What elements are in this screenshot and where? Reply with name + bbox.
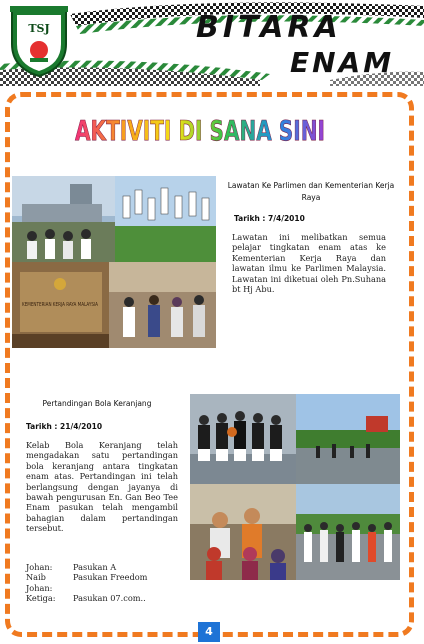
photo-ministry-sign [12, 262, 109, 348]
page-number: 4 [198, 622, 220, 642]
photo-meeting-room [109, 262, 216, 348]
results-list [26, 562, 186, 604]
result-team: Pasukan 07.com.. [73, 593, 146, 604]
svg-text:TSJ: TSJ [28, 22, 50, 35]
photo-basketball-team [190, 394, 296, 484]
photo-parliament [12, 176, 115, 262]
result-row [26, 593, 186, 603]
result-role: Ketiga: [26, 593, 56, 604]
photo-basketball-court [296, 394, 400, 484]
result-team: Pasukan A [73, 562, 117, 572]
section-banner [70, 106, 330, 150]
newsletter-title-line2: ENAM [290, 46, 395, 79]
article2-body: Kelab Bola Keranjang telah mengadakan satu pertandingan bola keranjang antara tingkatan enam atas. Pertandingan ini telah berlangsung dengan jayanya di bawah pengurusan En. Gan Beo Tee Enam pasukan telah mengambil bahagian dalam pertandingan tersebut. [26, 440, 178, 534]
photo-students-lineup [296, 484, 400, 580]
photo-students-jumping [115, 176, 216, 262]
result-role: Johan: [26, 562, 53, 572]
result-role: Naib Johan: [26, 572, 53, 593]
school-logo [6, 4, 72, 78]
result-row [26, 562, 186, 572]
ministry-sign-text: KEMENTERIAN KERJA RAYA MALAYSIA [22, 302, 99, 308]
photo-teachers-group [190, 484, 296, 580]
article1-body: Lawatan ini melibatkan semua pelajar tingkatan enam atas ke Kementerian Kerja Raya dan lawatan ilmu ke Parlimen Malaysia. Lawatan ini diketuai oleh Pn.Suhana bt Hj Abu. [232, 232, 386, 295]
article2-title: Pertandingan Bola Keranjang [42, 399, 152, 408]
article1-date: Tarikh : 7/4/2010 [234, 214, 305, 223]
banner-text: AKTIVITI DI SANA SINI [75, 114, 325, 147]
result-team: Pasukan Freedom [73, 572, 148, 583]
result-row [26, 572, 186, 593]
article2-date: Tarikh : 21/4/2010 [26, 422, 103, 431]
article1-title: Lawatan Ke Parlimen dan Kementerian Kerja Raya [227, 181, 395, 202]
page-header [0, 0, 424, 86]
newsletter-title-line1: BITARA [196, 10, 342, 45]
